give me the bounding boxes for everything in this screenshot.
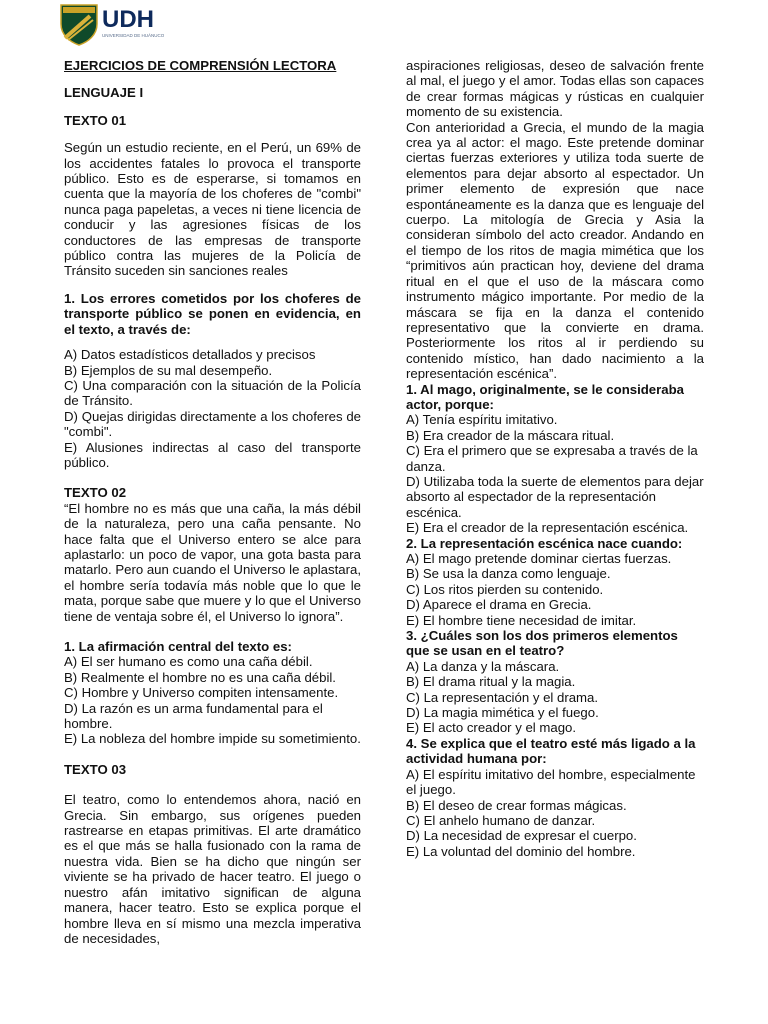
option-d: D) La magia mimética y el fuego. xyxy=(406,705,599,721)
option-b: B) Realmente el hombre no es una caña débil. xyxy=(64,669,336,685)
text1-question1-options xyxy=(64,347,361,470)
text3-question3: 3. ¿Cuáles son los dos primeros elementos que se usan en el teatro? xyxy=(406,628,678,659)
option-e: E) Alusiones indirectas al caso del transporte público. xyxy=(64,439,361,470)
text3-question3-options xyxy=(406,659,704,736)
shield-logo-icon xyxy=(60,4,98,46)
option-b: B) Era creador de la máscara ritual. xyxy=(406,427,615,443)
text3-heading: TEXTO 03 xyxy=(64,761,127,777)
option-d: D) Utilizaba toda la suerte de elementos para dejar absorto al espectador de la representación escénica. xyxy=(406,473,704,520)
text3-question2-options xyxy=(406,551,704,628)
option-d: D) La necesidad de expresar el cuerpo. xyxy=(406,828,637,844)
option-b: B) Se usa la danza como lenguaje. xyxy=(406,566,611,582)
text3-body-part2: aspiraciones religiosas, deseo de salvación frente al mal, el juego y el amor. Todas ellas son capaces de crear formas mágicas y rústicas en cualquier momento de su existencia. xyxy=(406,58,704,120)
option-e: E) Era el creador de la representación escénica. xyxy=(406,520,689,536)
option-a: A) El mago pretende dominar ciertas fuerzas. xyxy=(406,551,672,566)
option-c: C) Una comparación con la situación de la Policía de Tránsito. xyxy=(64,377,361,409)
option-a: A) Datos estadísticos detallados y precisos xyxy=(64,347,316,363)
option-d: D) Quejas dirigidas directamente a los choferes de "combi". xyxy=(64,408,361,440)
text3-body-part1: El teatro, como lo entendemos ahora, nació en Grecia. Sin embargo, sus orígenes pueden rastrearse en etapas primitivas. El arte dramático es el que más se halla fusionado con la rama de nuestra vida. Bien se ha dicho que ningún ser viviente se ha privado de hacer teatro. El juego o nuestro afán imitativo significan de alguna manera, hacer teatro. Esto se explica porque el hombre lleva en sí mismo una mezcla imperativa de necesidades, xyxy=(64,792,361,946)
option-b: B) El drama ritual y la magia. xyxy=(406,674,576,690)
text1-body: Según un estudio reciente, en el Perú, un 69% de los accidentes fatales lo provoca el transporte público. Esto es de esperarse, si tomamos en cuenta que la mayoría de los choferes de "combi" nunca paga papeletas, a veces ni tiene licencia de conducir y las agresiones físicas de los conductores de las empresas de transporte público contra las mujeres de la Policía de Tránsito suceden sin sanciones reales xyxy=(64,140,361,279)
text1-heading: TEXTO 01 xyxy=(64,112,127,128)
option-c: C) Hombre y Universo compiten intensamente. xyxy=(64,685,339,701)
header-logo xyxy=(60,4,360,46)
brand-subtitle: UNIVERSIDAD DE HUÁNUCO xyxy=(102,33,165,38)
text3-question2: 2. La representación escénica nace cuando: xyxy=(406,535,683,551)
option-c: C) La representación y el drama. xyxy=(406,689,599,705)
right-column xyxy=(406,58,704,859)
text3-question4: 4. Se explica que el teatro esté más ligado a la actividad humana por: xyxy=(406,735,696,767)
text2-question1-options xyxy=(64,654,361,746)
option-e: E) La voluntad del dominio del hombre. xyxy=(406,843,636,859)
document-subtitle: LENGUAJE I xyxy=(64,85,144,101)
option-b: B) El deseo de crear formas mágicas. xyxy=(406,797,627,813)
text3-body-part3: Con anterioridad a Grecia, el mundo de la magia crea ya al actor: el mago. Este pretende dominar ciertas fuerzas exteriores y utiliza toda suerte de elementos para dejar absorto al espectador. Un primer elemento de expresión que nace espontáneamente es la danza que es lenguaje del cuerpo. La mitología de Grecia y Asia la consideran símbolo del acto creador. Andando en el tiempo de los ritos de magia mimética que los “primitivos aún practican hoy, deviene del drama ritual en el que el uso de la máscara como instrumento mágico importante. Por medio de la máscara se fija en la danza el contenido representativo que la convierte en drama. Posteriormente los ritos al ir perdiendo su contenido místico, han dado nacimiento a la representación escénica”. xyxy=(406,119,704,382)
brand-name: UDH xyxy=(102,6,154,33)
text3-question1: 1. Al mago, originalmente, se le consideraba actor, porque: xyxy=(406,381,684,412)
option-c: C) El anhelo humano de danzar. xyxy=(406,812,596,828)
text1-question1: 1. Los errores cometidos por los choferes de transporte público se ponen en evidencia, en el texto, a través de: xyxy=(64,290,361,337)
option-a: A) La danza y la máscara. xyxy=(406,658,560,674)
option-c: C) Los ritos pierden su contenido. xyxy=(406,581,604,597)
text3-question4-options xyxy=(406,767,704,859)
option-e: E) El acto creador y el mago. xyxy=(406,720,577,736)
option-a: A) El espíritu imitativo del hombre, especialmente el juego. xyxy=(406,766,696,798)
brand xyxy=(102,8,164,38)
document-title: EJERCICIOS DE COMPRENSIÓN LECTORA xyxy=(64,58,337,73)
text2-heading: TEXTO 02 xyxy=(64,485,127,501)
left-column xyxy=(64,58,361,946)
option-d: D) La razón es un arma fundamental para el hombre. xyxy=(64,700,323,732)
option-a: A) El ser humano es como una caña débil. xyxy=(64,654,313,670)
option-b: B) Ejemplos de su mal desempeño. xyxy=(64,362,273,378)
text2-body: “El hombre no es más que una caña, la más débil de la naturaleza, pero una caña pensante. No hace falta que el Universo entero se alce para aplastarlo: un poco de vapor, una gota basta para matarlo. Pero aun cuando el Universo le aplastara, el hombre sería todavía más noble que lo que le mata, porque sabe que muere y lo que el Universo tiene de ventaja sobre él, el Universo lo ignora”. xyxy=(64,500,361,624)
option-e: E) El hombre tiene necesidad de imitar. xyxy=(406,612,637,628)
text3-question1-options xyxy=(406,412,704,535)
option-e: E) La nobleza del hombre impide su sometimiento. xyxy=(64,731,361,747)
option-d: D) Aparece el drama en Grecia. xyxy=(406,597,592,613)
option-a: A) Tenía espíritu imitativo. xyxy=(406,412,558,428)
option-c: C) Era el primero que se expresaba a través de la danza. xyxy=(406,443,698,474)
text2-question1: 1. La afirmación central del texto es: xyxy=(64,639,292,654)
